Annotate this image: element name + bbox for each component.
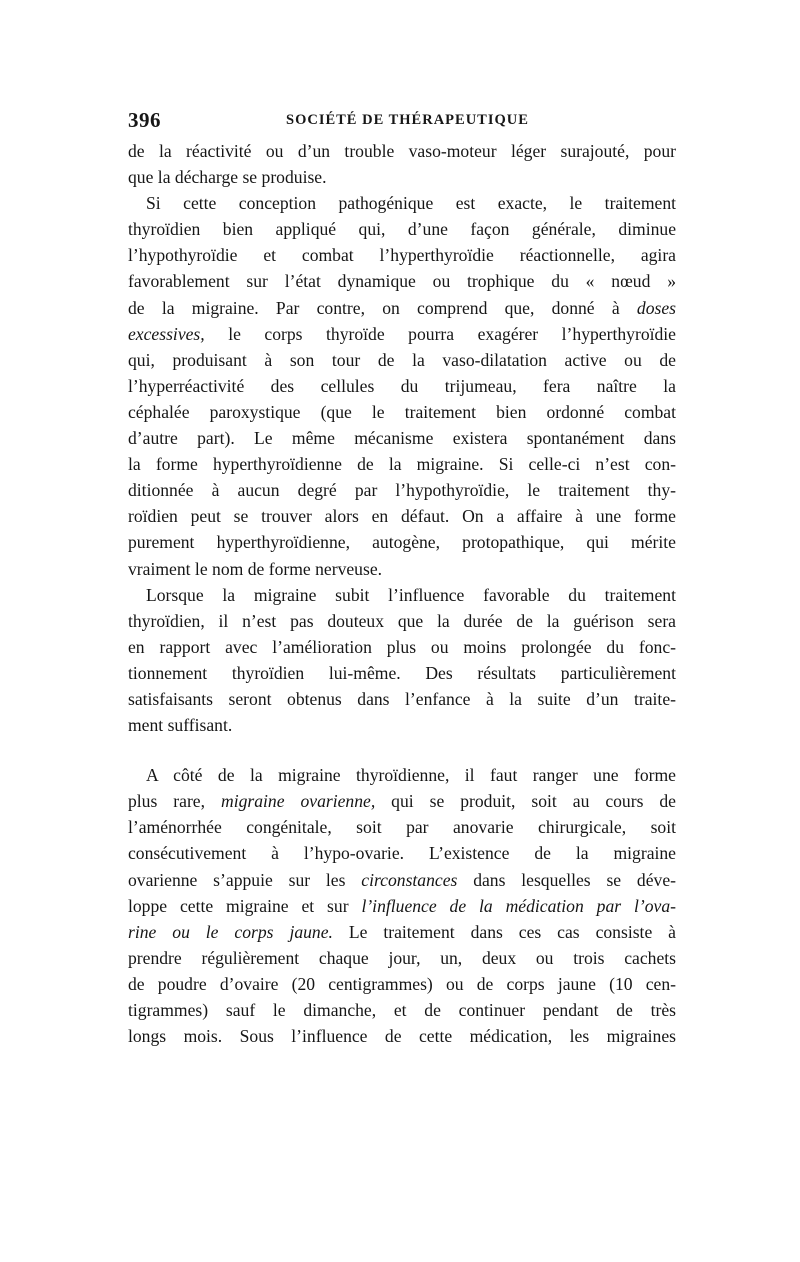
- text-line: thyroïdien bien appliqué qui, d’une façon générale, diminue: [128, 219, 676, 240]
- text-line: l’hypothyroïdie et combat l’hyperthyroïdie réactionnelle, agira: [128, 245, 676, 266]
- text-line: d’autre part). Le même mécanisme existera spontanément dans: [128, 428, 676, 449]
- text-line: Si cette conception pathogénique est exacte, le traitement: [146, 193, 676, 214]
- page-header: [128, 108, 676, 138]
- text-line: la forme hyperthyroïdienne de la migraine. Si celle-ci n’est con-: [128, 454, 676, 475]
- text-line: purement hyperthyroïdienne, autogène, protopathique, qui mérite: [128, 532, 676, 553]
- text-line: thyroïdien, il n’est pas douteux que la durée de la guérison sera: [128, 610, 676, 631]
- text-line: longs mois. Sous l’influence de cette médication, les migraines: [128, 1026, 676, 1047]
- page-number: 396: [128, 108, 161, 132]
- text-line: favorablement sur l’état dynamique ou trophique du « nœud »: [128, 271, 676, 292]
- paragraph: [128, 190, 676, 581]
- text-line: qui, produisant à son tour de la vaso-dilatation active ou de: [128, 349, 676, 370]
- text-line: satisfaisants seront obtenus dans l’enfance à la suite d’un traite-: [128, 688, 676, 709]
- paragraph: [128, 762, 676, 1049]
- text-line: de la migraine. Par contre, on comprend que, donné à doses: [128, 297, 676, 318]
- text-line: ovarienne s’appuie sur les circonstances dans lesquelles se déve-: [128, 869, 676, 890]
- book-page: [128, 108, 676, 1049]
- text-line: tigrammes) sauf le dimanche, et de continuer pendant de très: [128, 1000, 676, 1020]
- paragraph: [128, 582, 676, 739]
- section-gap: [128, 738, 676, 762]
- text-line: de la réactivité ou d’un trouble vaso-moteur léger surajouté, pour: [128, 141, 676, 161]
- text-line: l’hyperréactivité des cellules du trijumeau, fera naître la: [128, 375, 676, 396]
- text-line: rine ou le corps jaune. Le traitement dans ces cas consiste à: [128, 921, 676, 942]
- text-line: de poudre d’ovaire (20 centigrammes) ou de corps jaune (10 cen-: [128, 973, 676, 994]
- text-line: excessives, le corps thyroïde pourra exagérer l’hyperthyroïdie: [128, 323, 676, 344]
- text-line: l’aménorrhée congénitale, soit par anovarie chirurgicale, soit: [128, 817, 676, 838]
- text-line: tionnement thyroïdien lui-même. Des résultats particulièrement: [128, 662, 676, 683]
- text-line: vraiment le nom de forme nerveuse.: [128, 558, 383, 579]
- text-line: prendre régulièrement chaque jour, un, deux ou trois cachets: [128, 947, 676, 968]
- paragraph: [128, 138, 676, 190]
- text-line: roïdien peut se trouver alors en défaut. On a affaire à une forme: [128, 506, 676, 527]
- text-line: Lorsque la migraine subit l’influence favorable du traitement: [146, 584, 676, 605]
- text-line: consécutivement à l’hypo-ovarie. L’existence de la migraine: [128, 843, 676, 864]
- text-line: A côté de la migraine thyroïdienne, il faut ranger une forme: [146, 765, 676, 786]
- text-line: plus rare, migraine ovarienne, qui se produit, soit au cours de: [128, 791, 676, 812]
- text-line: ment suffisant.: [128, 715, 233, 736]
- running-title: SOCIÉTÉ DE THÉRAPEUTIQUE: [286, 112, 529, 128]
- text-line: céphalée paroxystique (que le traitement bien ordonné combat: [128, 401, 676, 422]
- text-line: ditionnée à aucun degré par l’hypothyroïdie, le traitement thy-: [128, 480, 676, 501]
- text-line: loppe cette migraine et sur l’influence de la médication par l’ova-: [128, 895, 676, 916]
- text-line: que la décharge se produise.: [128, 167, 327, 188]
- text-line: en rapport avec l’amélioration plus ou moins prolongée du fonc-: [128, 636, 676, 657]
